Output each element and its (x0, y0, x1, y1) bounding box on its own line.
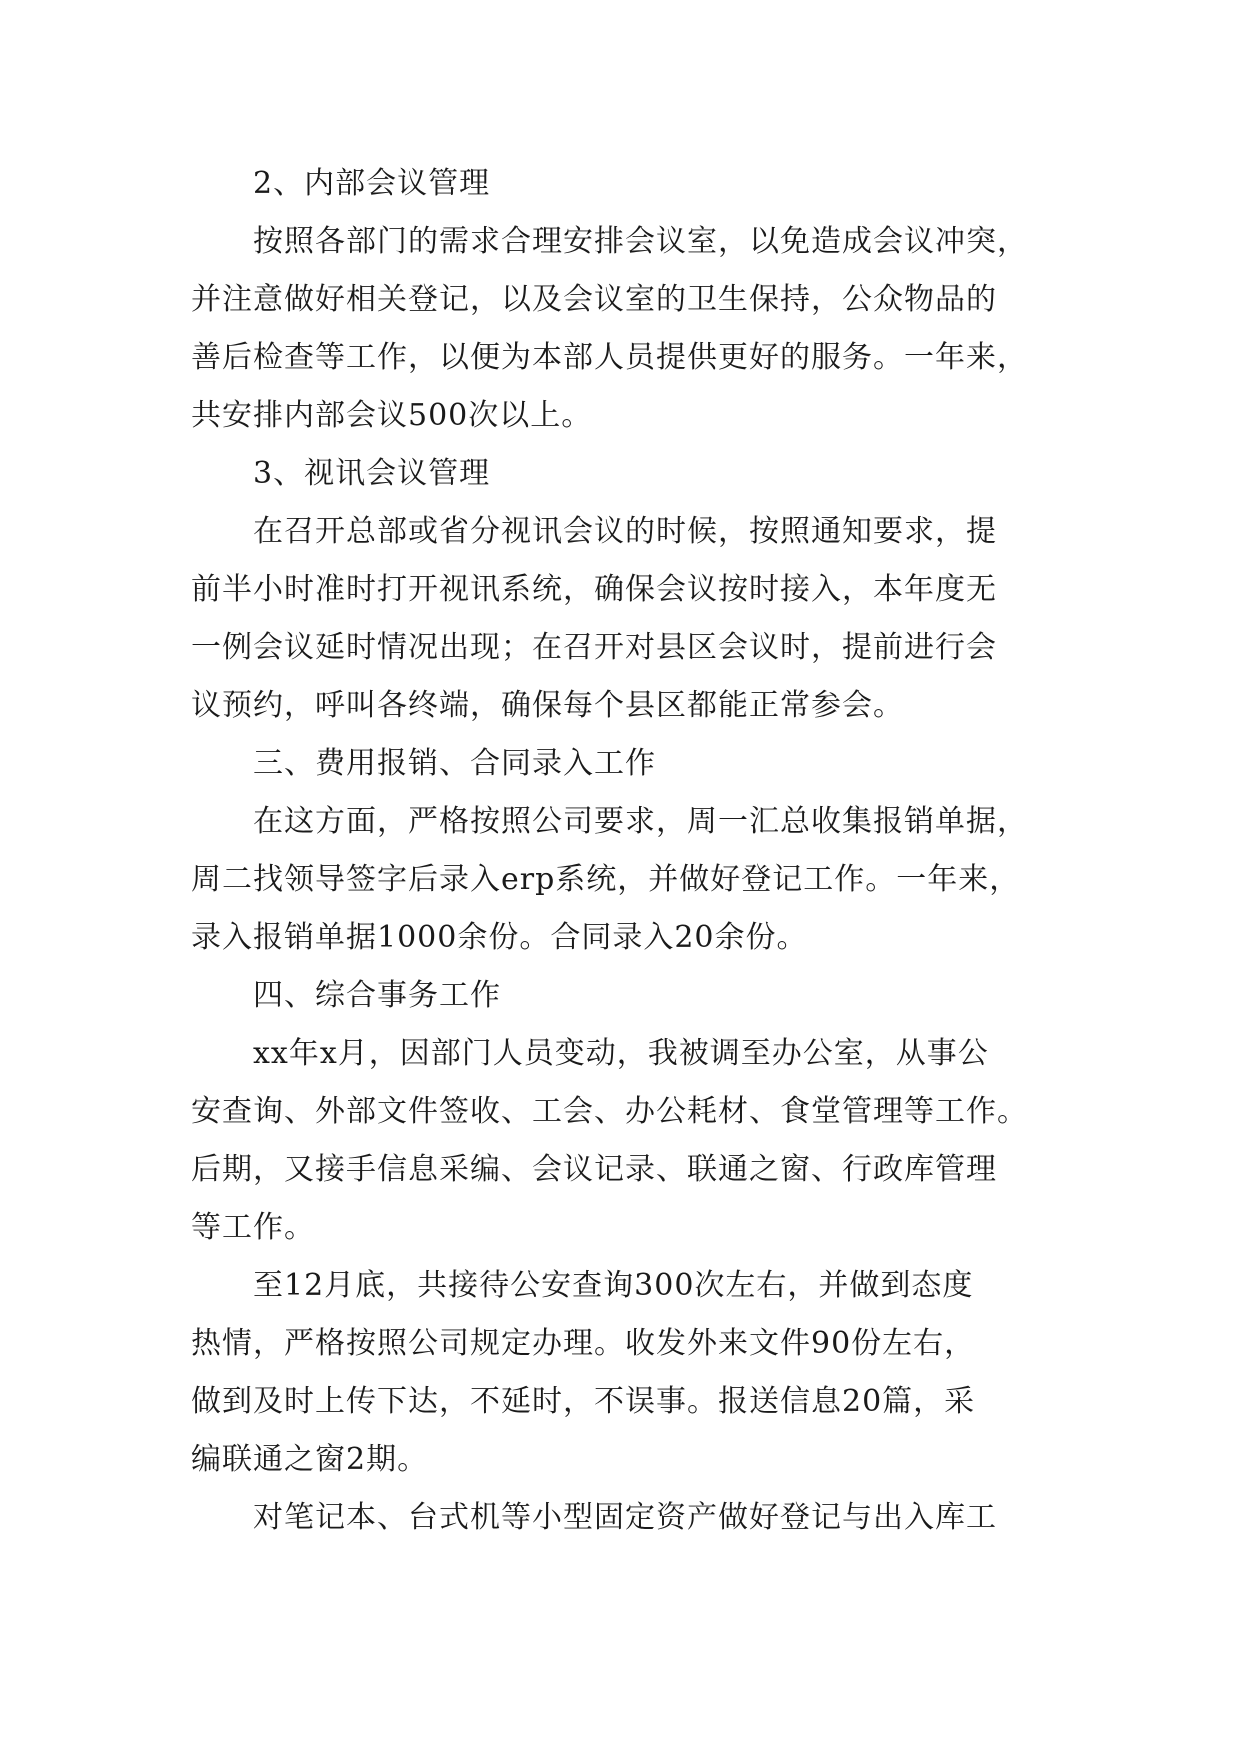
paragraph-line: 前半小时准时打开视讯系统，确保会议按时接入，本年度无 (191, 572, 997, 607)
paragraph-line: 四、综合事务工作 (253, 978, 501, 1013)
paragraph-line: 等工作。 (191, 1210, 315, 1245)
paragraph-line: 在召开总部或省分视讯会议的时候，按照通知要求，提 (253, 514, 997, 549)
paragraph-line: 在这方面，严格按照公司要求，周一汇总收集报销单据， (253, 804, 1028, 839)
paragraph-line: 三、费用报销、合同录入工作 (253, 746, 656, 781)
document-body (191, 155, 1051, 1547)
paragraph-line: 议预约，呼叫各终端，确保每个县区都能正常参会。 (191, 688, 904, 723)
paragraph-line: 至12月底，共接待公安查询300次左右，并做到态度 (253, 1268, 974, 1303)
paragraph-line: 一例会议延时情况出现；在召开对县区会议时，提前进行会 (191, 630, 997, 665)
paragraph-line: 做到及时上传下达，不延时，不误事。报送信息20篇，采 (191, 1384, 976, 1419)
section-heading (191, 967, 1051, 1025)
paragraph (191, 1489, 1051, 1547)
paragraph (191, 503, 1051, 735)
paragraph-line: 编联通之窗2期。 (191, 1442, 429, 1477)
paragraph-line: 热情，严格按照公司规定办理。收发外来文件90份左右， (191, 1326, 976, 1361)
paragraph-line: 2、内部会议管理 (253, 166, 491, 201)
paragraph-line: 共安排内部会议500次以上。 (191, 398, 593, 433)
paragraph (191, 1257, 1051, 1489)
paragraph-line: 录入报销单据1000余份。合同录入20余份。 (191, 920, 808, 955)
paragraph-line: 对笔记本、台式机等小型固定资产做好登记与出入库工 (253, 1500, 997, 1535)
paragraph-line: 安查询、外部文件签收、工会、办公耗材、食堂管理等工作。 (191, 1094, 1028, 1129)
paragraph-line: 按照各部门的需求合理安排会议室，以免造成会议冲突， (253, 224, 1028, 259)
paragraph-line: xx年x月，因部门人员变动，我被调至办公室，从事公 (253, 1036, 989, 1071)
paragraph-line: 后期，又接手信息采编、会议记录、联通之窗、行政库管理 (191, 1152, 997, 1187)
section-heading (191, 155, 1051, 213)
paragraph-line: 善后检查等工作，以便为本部人员提供更好的服务。一年来， (191, 340, 1028, 375)
paragraph-line: 周二找领导签字后录入erp系统，并做好登记工作。一年来， (191, 862, 1021, 897)
section-heading (191, 735, 1051, 793)
paragraph-line: 3、视讯会议管理 (253, 456, 491, 491)
paragraph (191, 793, 1051, 967)
paragraph-line: 并注意做好相关登记，以及会议室的卫生保持，公众物品的 (191, 282, 997, 317)
section-heading (191, 445, 1051, 503)
paragraph (191, 1025, 1051, 1257)
paragraph (191, 213, 1051, 445)
